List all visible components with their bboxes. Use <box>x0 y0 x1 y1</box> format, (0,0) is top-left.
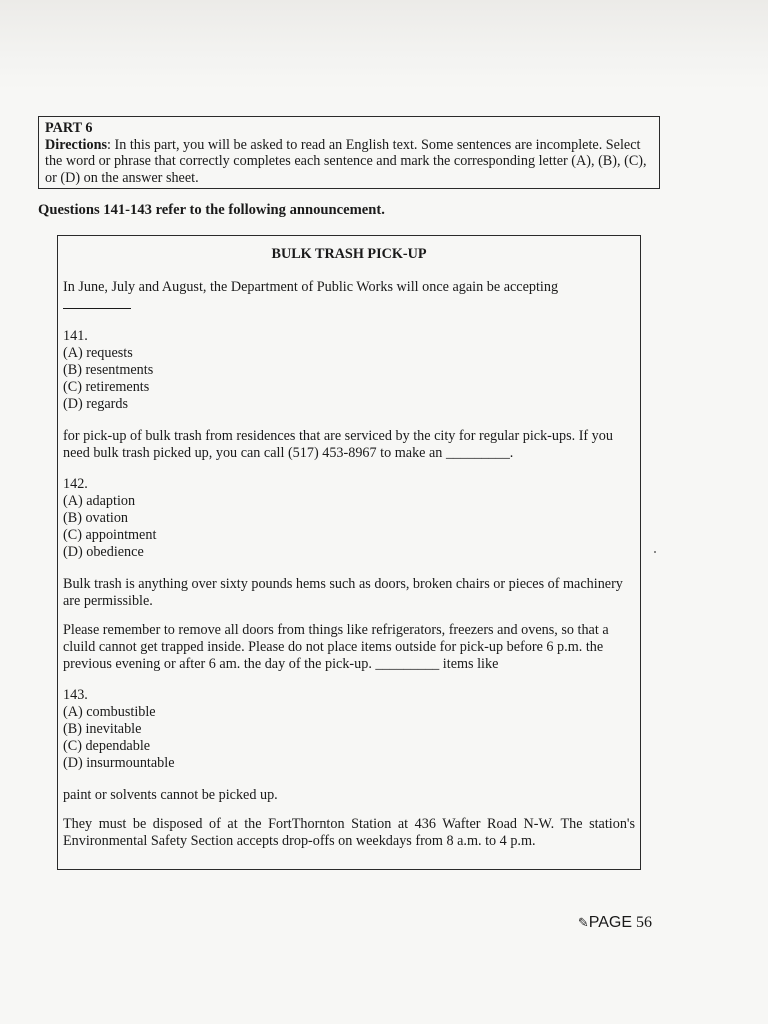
question-number: 143. <box>63 687 88 703</box>
question-143 <box>63 687 635 772</box>
passage-paragraph-3: Bulk trash is anything over sixty pounds hems such as doors, broken chairs or pieces of machinery are permissible. <box>63 576 623 609</box>
passage-paragraph-4: Please remember to remove all doors from things like refrigerators, freezers and ovens, so that a cluild cannot get trapped inside. Please do not place items outside for pick-up before 6 p.m. the previous evening or after 6 am. the day of the pick-up. _________ items like <box>63 622 609 672</box>
answer-blank-141 <box>63 298 131 309</box>
option-d[interactable]: (D) insurmountable <box>63 755 175 771</box>
option-c[interactable]: (C) retirements <box>63 379 150 395</box>
questions-intro: Questions 141-143 refer to the following announcement. <box>38 202 385 218</box>
option-b[interactable]: (B) inevitable <box>63 721 142 737</box>
page-word: PAGE <box>588 914 632 931</box>
option-d[interactable]: (D) obedience <box>63 544 144 560</box>
part-heading: PART 6 <box>45 120 93 136</box>
directions-label: Directions <box>45 136 107 153</box>
page-number <box>578 914 652 932</box>
question-number: 142. <box>63 476 88 492</box>
passage-box <box>57 235 641 870</box>
passage-paragraph-1: In June, July and August, the Department of Public Works will once again be accepting <box>63 279 559 295</box>
option-d[interactable]: (D) regards <box>63 396 128 412</box>
passage-paragraph-5: paint or solvents cannot be picked up. <box>63 787 278 803</box>
directions-box <box>38 116 660 189</box>
passage-title: BULK TRASH PICK-UP <box>271 246 427 262</box>
option-b[interactable]: (B) resentments <box>63 362 154 378</box>
question-number: 141. <box>63 328 88 344</box>
directions-text: : In this part, you will be asked to read an English text. Some sentences are incomplete. Select the word or phrase that correctly completes each sentence and mark the corresponding letter (A), (B), (C), or (D) on the answer sheet. <box>45 136 647 186</box>
option-c[interactable]: (C) dependable <box>63 738 151 754</box>
option-a[interactable]: (A) adaption <box>63 493 136 509</box>
question-142 <box>63 476 635 561</box>
page-top-shade <box>0 0 768 90</box>
page-number-value: 56 <box>636 914 652 931</box>
speck-mark <box>654 551 656 553</box>
question-141 <box>63 328 635 413</box>
option-a[interactable]: (A) combustible <box>63 704 156 720</box>
pencil-arrow-icon: ✎ <box>577 916 589 931</box>
option-b[interactable]: (B) ovation <box>63 510 129 526</box>
passage-paragraph-2: for pick-up of bulk trash from residences that are serviced by the city for regular pick-ups. If you need bulk trash picked up, you can call (517) 453-8967 to make an _________. <box>63 428 613 461</box>
option-a[interactable]: (A) requests <box>63 345 133 361</box>
option-c[interactable]: (C) appointment <box>63 527 157 543</box>
passage-paragraph-6: They must be disposed of at the FortThornton Station at 436 Wafter Road N-W. The station's Environmental Safety Section accepts drop-offs on weekdays from 8 a.m. to 4 p.m. <box>63 816 635 849</box>
